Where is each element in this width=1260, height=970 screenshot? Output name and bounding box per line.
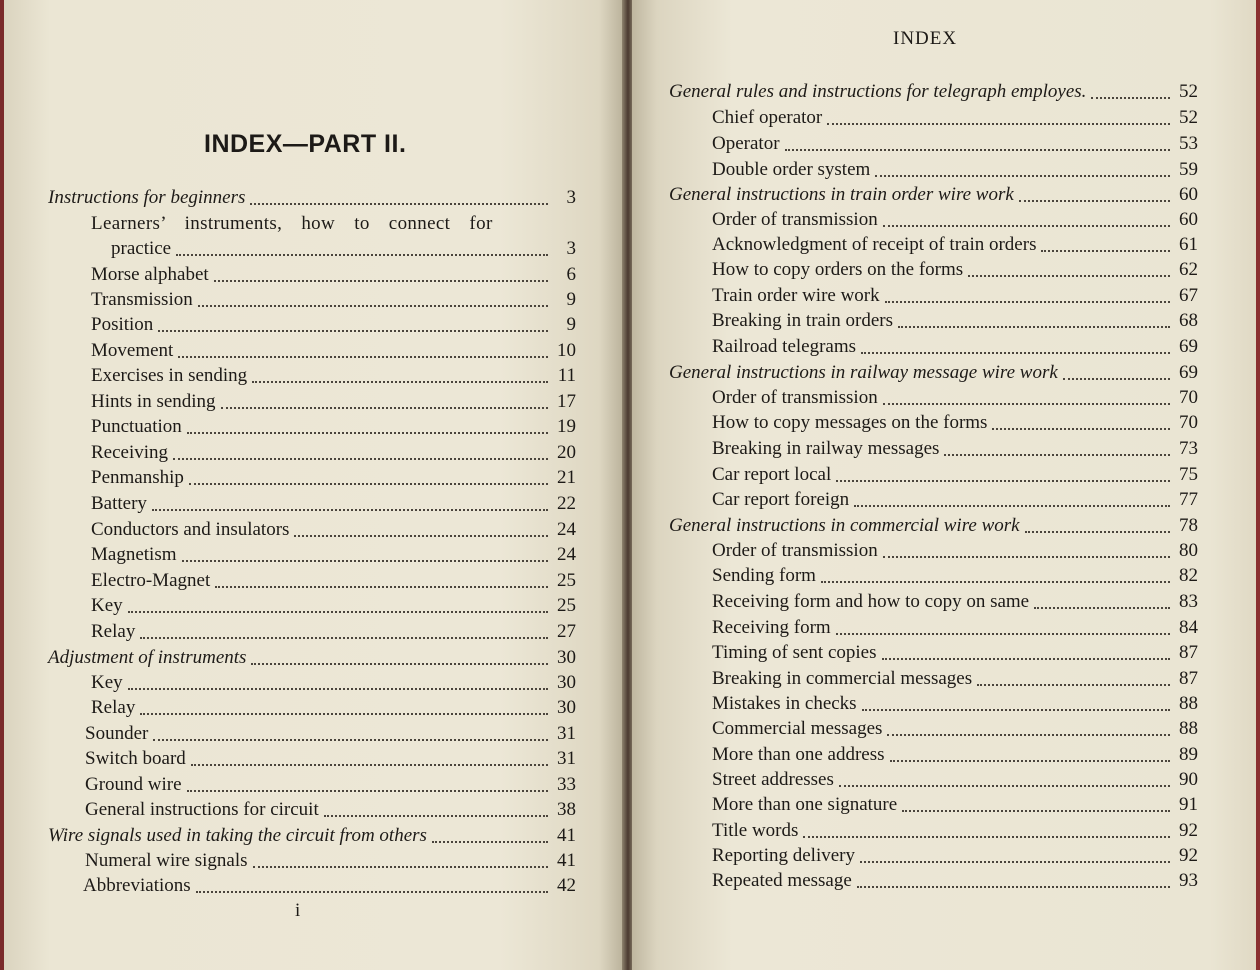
entry-text: Abbreviations: [83, 875, 191, 896]
entry-page-number: 93: [1179, 870, 1198, 891]
dot-leader: [803, 836, 1170, 838]
index-entry: [91, 441, 576, 465]
index-entry: [111, 237, 576, 261]
entry-page-number: 25: [557, 570, 576, 591]
dot-leader: [785, 149, 1170, 151]
index-section-heading: [48, 646, 576, 670]
entry-page-number: 9: [566, 289, 576, 310]
entry-page-number: 21: [557, 467, 576, 488]
entry-text: Sending form: [712, 565, 816, 586]
dot-leader: [836, 480, 1170, 482]
dot-leader: [189, 483, 548, 485]
entry-page-number: 88: [1179, 718, 1198, 739]
index-entry: [712, 869, 1198, 893]
entry-page-number: 41: [557, 850, 576, 871]
page-edge: [1256, 0, 1260, 970]
entry-text: Punctuation: [91, 416, 182, 437]
entry-text: More than one signature: [712, 794, 898, 815]
entry-page-number: 33: [557, 774, 576, 795]
index-entry: [85, 773, 576, 797]
dot-leader: [827, 123, 1170, 125]
entry-text: practice: [111, 238, 172, 259]
entry-text: Hints in sending: [91, 391, 216, 412]
entry-page-number: 11: [557, 365, 576, 386]
index-entry: [712, 437, 1198, 461]
entry-page-number: 6: [566, 264, 576, 285]
dot-leader: [432, 841, 548, 843]
entry-text: Switch board: [85, 748, 186, 769]
entry-text: General instructions for circuit: [85, 799, 319, 820]
entry-text: Sounder: [85, 723, 149, 744]
dot-leader: [857, 886, 1170, 888]
entry-page-number: 68: [1179, 310, 1198, 331]
entry-text: General instructions in railway message wire work: [669, 362, 1058, 383]
dot-leader: [883, 556, 1170, 558]
entry-page-number: 91: [1179, 794, 1198, 815]
dot-leader: [153, 739, 548, 741]
dot-leader: [1034, 607, 1170, 609]
dot-leader: [836, 633, 1170, 635]
entry-text: Order of transmission: [712, 387, 878, 408]
dot-leader: [191, 764, 548, 766]
dot-leader: [854, 505, 1170, 507]
dot-leader: [253, 866, 548, 868]
index-entry: [91, 364, 576, 388]
entry-page-number: 62: [1179, 259, 1198, 280]
index-entry: [712, 488, 1198, 512]
page-edge: [0, 0, 4, 970]
index-entry: [91, 339, 576, 363]
dot-leader: [176, 254, 548, 256]
entry-page-number: 30: [557, 672, 576, 693]
entry-page-number: 69: [1179, 336, 1198, 357]
dot-leader: [902, 810, 1170, 812]
dot-leader: [890, 760, 1170, 762]
index-entry: [91, 313, 576, 337]
index-entry: [85, 722, 576, 746]
dot-leader: [182, 560, 549, 562]
entry-text: Railroad telegrams: [712, 336, 857, 357]
index-entry: [712, 819, 1198, 843]
entry-page-number: 61: [1179, 234, 1198, 255]
index-entry: [91, 543, 576, 567]
index-entry: [91, 696, 576, 720]
entry-page-number: 24: [557, 544, 576, 565]
entry-text: Breaking in railway messages: [712, 438, 940, 459]
page-title: INDEX—PART II.: [204, 130, 407, 158]
entry-text: Street addresses: [712, 769, 834, 790]
dot-leader: [128, 688, 548, 690]
entry-page-number: 17: [557, 391, 576, 412]
entry-page-number: 70: [1179, 412, 1198, 433]
entry-text: Title words: [712, 820, 799, 841]
entry-page-number: 10: [557, 340, 576, 361]
entry-text: Numeral wire signals: [85, 850, 248, 871]
entry-text: Reporting delivery: [712, 845, 855, 866]
dot-leader: [1025, 531, 1170, 533]
dot-leader: [324, 815, 548, 817]
index-entry: [712, 132, 1198, 156]
dot-leader: [882, 658, 1171, 660]
dot-leader: [294, 535, 548, 537]
entry-text: Receiving form and how to copy on same: [712, 591, 1030, 612]
dot-leader: [821, 581, 1170, 583]
index-entry: [712, 284, 1198, 308]
page-number: i: [295, 900, 301, 921]
entry-page-number: 31: [557, 748, 576, 769]
entry-text: Ground wire: [85, 774, 182, 795]
index-entry: [85, 849, 576, 873]
dot-leader: [898, 326, 1170, 328]
entry-page-number: 82: [1179, 565, 1198, 586]
entry-page-number: 60: [1179, 209, 1198, 230]
index-entry: [91, 518, 576, 542]
entry-text: More than one address: [712, 744, 885, 765]
dot-leader: [214, 280, 548, 282]
entry-page-number: 77: [1179, 489, 1198, 510]
entry-text: Electro-Magnet: [91, 570, 211, 591]
entry-page-number: 9: [566, 314, 576, 335]
entry-page-number: 38: [557, 799, 576, 820]
index-entry: [91, 288, 576, 312]
entry-page-number: 30: [557, 647, 576, 668]
entry-page-number: 69: [1179, 362, 1198, 383]
dot-leader: [883, 403, 1170, 405]
entry-page-number: 52: [1179, 81, 1198, 102]
dot-leader: [221, 407, 548, 409]
entry-page-number: 59: [1179, 159, 1198, 180]
index-entry: [712, 309, 1198, 333]
entry-page-number: 3: [566, 187, 576, 208]
dot-leader: [968, 275, 1170, 277]
entry-text: Car report foreign: [712, 489, 850, 510]
index-entry: [91, 390, 576, 414]
index-entry: [83, 874, 576, 898]
entry-page-number: 87: [1179, 642, 1198, 663]
entry-page-number: 88: [1179, 693, 1198, 714]
dot-leader: [140, 637, 548, 639]
entry-page-number: 89: [1179, 744, 1198, 765]
index-entry: [91, 569, 576, 593]
index-entry: [712, 768, 1198, 792]
entry-page-number: 84: [1179, 617, 1198, 638]
entry-text: Order of transmission: [712, 209, 878, 230]
entry-page-number: 75: [1179, 464, 1198, 485]
index-entry: [712, 233, 1198, 257]
index-entry: [712, 158, 1198, 182]
dot-leader: [158, 330, 548, 332]
entry-text: Key: [91, 595, 123, 616]
dot-leader: [187, 432, 548, 434]
entry-text: Order of transmission: [712, 540, 878, 561]
index-entry: [91, 212, 576, 236]
index-entry: [712, 641, 1198, 665]
dot-leader: [140, 713, 548, 715]
entry-text: How to copy messages on the forms: [712, 412, 988, 433]
entry-page-number: 87: [1179, 668, 1198, 689]
entry-text: Double order system: [712, 159, 871, 180]
entry-page-number: 41: [557, 825, 576, 846]
entry-text: Key: [91, 672, 123, 693]
dot-leader: [215, 586, 548, 588]
entry-text: Transmission: [91, 289, 193, 310]
entry-text: Battery: [91, 493, 147, 514]
running-head: INDEX: [893, 28, 958, 49]
entry-text: General rules and instructions for telegraph employes.: [669, 81, 1087, 102]
dot-leader: [1091, 97, 1170, 99]
index-section-heading: [669, 80, 1198, 104]
dot-leader: [977, 684, 1170, 686]
entry-text: Wire signals used in taking the circuit from others: [48, 825, 427, 846]
entry-page-number: 73: [1179, 438, 1198, 459]
entry-text: Relay: [91, 697, 136, 718]
dot-leader: [992, 428, 1170, 430]
entry-text: Timing of sent copies: [712, 642, 877, 663]
entry-page-number: 92: [1179, 845, 1198, 866]
index-entry: [91, 620, 576, 644]
index-entry: [712, 692, 1198, 716]
entry-page-number: 70: [1179, 387, 1198, 408]
entry-text: Breaking in commercial messages: [712, 668, 973, 689]
entry-text: Chief operator: [712, 107, 823, 128]
index-entry: [85, 747, 576, 771]
entry-text: General instructions in commercial wire work: [669, 515, 1020, 536]
entry-text: Car report local: [712, 464, 832, 485]
index-entry: [712, 667, 1198, 691]
entry-text: Conductors and insulators: [91, 519, 290, 540]
entry-page-number: 60: [1179, 184, 1198, 205]
entry-text: Adjustment of instruments: [48, 647, 247, 668]
entry-page-number: 24: [557, 519, 576, 540]
index-section-heading: [669, 514, 1198, 538]
dot-leader: [861, 352, 1170, 354]
index-entry: [712, 106, 1198, 130]
dot-leader: [944, 454, 1170, 456]
index-entry: [712, 208, 1198, 232]
dot-leader: [251, 663, 548, 665]
entry-text: Relay: [91, 621, 136, 642]
entry-page-number: 27: [557, 621, 576, 642]
left-page: [0, 0, 624, 970]
entry-text: Exercises in sending: [91, 365, 248, 386]
index-entry: [712, 844, 1198, 868]
entry-page-number: 3: [566, 238, 576, 259]
entry-text: How to copy orders on the forms: [712, 259, 964, 280]
dot-leader: [252, 381, 548, 383]
index-entry: [91, 466, 576, 490]
dot-leader: [875, 175, 1170, 177]
index-entry: [712, 539, 1198, 563]
entry-page-number: 30: [557, 697, 576, 718]
entry-page-number: 52: [1179, 107, 1198, 128]
index-entry: [91, 671, 576, 695]
entry-page-number: 83: [1179, 591, 1198, 612]
dot-leader: [178, 356, 548, 358]
dot-leader: [1019, 200, 1170, 202]
entry-text: Commercial messages: [712, 718, 883, 739]
right-page: [632, 0, 1260, 970]
index-section-heading: [669, 183, 1198, 207]
entry-text: Mistakes in checks: [712, 693, 857, 714]
index-entry: [712, 743, 1198, 767]
entry-text: Breaking in train orders: [712, 310, 893, 331]
index-entry: [712, 717, 1198, 741]
entry-text: Penmanship: [91, 467, 184, 488]
index-entry: [85, 798, 576, 822]
dot-leader: [862, 709, 1170, 711]
entry-text: Morse alphabet: [91, 264, 209, 285]
dot-leader: [839, 785, 1170, 787]
entry-text: Operator: [712, 133, 780, 154]
index-section-heading: [48, 824, 576, 848]
index-section-heading: [669, 361, 1198, 385]
entry-page-number: 78: [1179, 515, 1198, 536]
index-entry: [712, 463, 1198, 487]
entry-text: Receiving form: [712, 617, 831, 638]
entry-text: Train order wire work: [712, 285, 880, 306]
entry-text: Learners’ instruments, how to connect for: [91, 213, 493, 234]
index-entry: [91, 492, 576, 516]
index-entry: [712, 258, 1198, 282]
entry-page-number: 25: [557, 595, 576, 616]
entry-page-number: 53: [1179, 133, 1198, 154]
index-entry: [712, 590, 1198, 614]
entry-page-number: 20: [557, 442, 576, 463]
dot-leader: [198, 305, 548, 307]
entry-text: Instructions for beginners: [48, 187, 246, 208]
index-entry: [91, 594, 576, 618]
entry-page-number: 42: [557, 875, 576, 896]
entry-text: Acknowledgment of receipt of train orders: [712, 234, 1037, 255]
dot-leader: [187, 790, 548, 792]
index-entry: [712, 335, 1198, 359]
dot-leader: [887, 734, 1170, 736]
dot-leader: [883, 225, 1170, 227]
dot-leader: [885, 301, 1170, 303]
index-entry: [712, 386, 1198, 410]
index-entry: [91, 415, 576, 439]
index-entry: [712, 411, 1198, 435]
index-section-heading: [48, 186, 576, 210]
dot-leader: [860, 861, 1170, 863]
entry-text: Movement: [91, 340, 174, 361]
index-entry: [712, 616, 1198, 640]
entry-text: Position: [91, 314, 154, 335]
dot-leader: [1063, 378, 1170, 380]
index-entry: [91, 263, 576, 287]
dot-leader: [196, 891, 548, 893]
entry-text: Receiving: [91, 442, 169, 463]
dot-leader: [250, 203, 548, 205]
entry-text: Repeated message: [712, 870, 852, 891]
dot-leader: [152, 509, 548, 511]
index-entry: [712, 793, 1198, 817]
index-entry: [712, 564, 1198, 588]
entry-text: General instructions in train order wire work: [669, 184, 1014, 205]
entry-page-number: 80: [1179, 540, 1198, 561]
entry-page-number: 22: [557, 493, 576, 514]
entry-page-number: 92: [1179, 820, 1198, 841]
dot-leader: [1041, 250, 1170, 252]
entry-page-number: 19: [557, 416, 576, 437]
entry-text: Magnetism: [91, 544, 177, 565]
entry-page-number: 31: [557, 723, 576, 744]
entry-page-number: 67: [1179, 285, 1198, 306]
dot-leader: [173, 458, 548, 460]
dot-leader: [128, 611, 548, 613]
entry-page-number: 90: [1179, 769, 1198, 790]
